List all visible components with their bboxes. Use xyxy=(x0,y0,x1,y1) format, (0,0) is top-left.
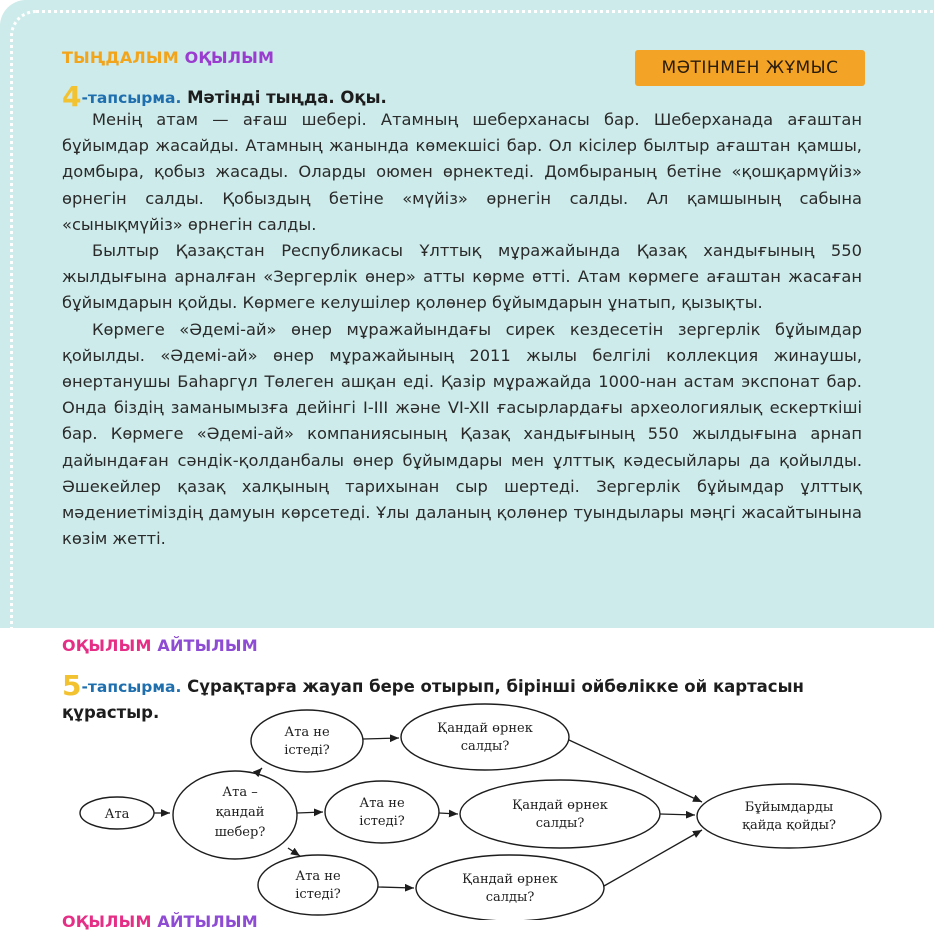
paragraph-3: Көрмеге «Әдемі-ай» өнер мұражайындағы сирек кездесетін зергерлік бұйымдар қойылды. «Әдемі-ай» өнер мұражайының 2011 жылы белгілі коллекция жинаушы, өнертанушы Баһаргүл Төлеген ашқан еді. Қазір мұражайда 1000-нан астам экспонат бар. Онда біздің заманымызға дейінгі I-III және VI-XII ғасырлардағы археологиялық ескерткіші бар. Көрмеге «Әдемі-ай» компаниясының Қазақ хандығының 550 жылдығына арнап дайындаған сәндік-қолданбалы өнер бұйымдары мен ұлттық кәдесыйлары да қойылды. Әшекейлер қазақ халқының тарихынан сыр шертеді. Зергерлік бұйымдар ұлттық мәдениетіміздің дамуын көрсетеді. Ұлы даланың қолөнер туындылары мәңгі жасайтынына көзім жетті. xyxy=(62,319,862,549)
label-center-1: Ата – xyxy=(222,785,258,800)
label-top-question-1: Ата не xyxy=(284,725,330,740)
node-final xyxy=(697,784,881,848)
task-5-word: -тапсырма. xyxy=(81,678,182,696)
heading-reading: ОҚЫЛЫМ xyxy=(184,48,275,67)
node-mid-question xyxy=(325,781,439,843)
mind-map-diagram xyxy=(0,690,934,920)
edge-bot-question-pattern xyxy=(378,887,414,888)
node-bot-question xyxy=(258,855,378,915)
label-mid-question-1: Ата не xyxy=(359,796,405,811)
heading-listening: ТЫҢДАЛЫМ xyxy=(62,48,179,67)
text-work-badge: МӘТІНМЕН ЖҰМЫС xyxy=(635,50,865,86)
label-bot-pattern-1: Қандай өрнек xyxy=(462,872,558,887)
node-bot-pattern xyxy=(416,855,604,920)
label-top-question-2: істеді? xyxy=(284,743,330,758)
edge-center-bot xyxy=(288,848,300,856)
task-5-number: 5 xyxy=(62,669,82,702)
reading-text xyxy=(62,107,862,552)
edge-top-question-pattern xyxy=(363,738,399,739)
label-bot-question-1: Ата не xyxy=(295,869,341,884)
section-heading-reading-speaking xyxy=(62,636,258,655)
paragraph-2: Былтыр Қазақстан Республикасы Ұлттық мұражайында Қазақ хандығының 550 жылдығына арналған «Зергерлік өнер» атты көрме өтті. Атам көрмеге ағаштан жасаған бұйымдарын қойды. Көрмеге келушілер қолөнер бұйымдарын ұнатып, қызықты. xyxy=(62,241,862,313)
heading-reading-3: ОҚЫЛЫМ xyxy=(62,912,152,931)
label-final-2: қайда қойды? xyxy=(742,818,836,833)
edge-mid-question-pattern xyxy=(439,813,458,814)
section-heading-listening-reading xyxy=(62,48,274,67)
heading-speaking-3: АЙТЫЛЫМ xyxy=(157,912,258,931)
label-mid-pattern-1: Қандай өрнек xyxy=(512,798,608,813)
task-5-instruction: Сұрақтарға жауап бере отырып, бірінші ойбөлікке ой картасын құрастыр. xyxy=(62,677,804,722)
label-ata: Ата xyxy=(104,807,130,822)
label-mid-question-2: істеді? xyxy=(359,814,405,829)
label-center-2: қандай xyxy=(215,805,265,820)
edge-center-top xyxy=(258,768,262,772)
node-top-pattern xyxy=(401,704,569,770)
label-top-pattern-1: Қандай өрнек xyxy=(437,721,533,736)
node-mid-pattern xyxy=(460,780,660,848)
edge-center-mid xyxy=(297,812,323,813)
label-bot-pattern-2: салды? xyxy=(485,890,535,905)
heading-speaking-2: АЙТЫЛЫМ xyxy=(157,636,258,655)
label-final-1: Бұйымдарды xyxy=(744,800,834,815)
label-mid-pattern-2: салды? xyxy=(535,816,585,831)
label-center-3: шебер? xyxy=(214,825,266,840)
heading-reading-2: ОҚЫЛЫМ xyxy=(62,636,152,655)
task-4-instruction: Мәтінді тыңда. Оқы. xyxy=(187,88,387,107)
paragraph-1: Менің атам — ағаш шебері. Атамның шеберханасы бар. Шеберханада ағаштан бұйымдар жасайды. Атамның жанында көмекшісі бар. Ол кісілер былтыр ағаштан қамшы, домбыра, қобыз жасады. Оларды оюмен өрнектеді. Домбыраның бетіне «қошқармүйіз» өрнегін салды. Қобыздың бетіне «мүйіз» өрнегін салды. Ал қамшының сабына «сынықмүйіз» өрнегін салды. xyxy=(62,110,862,234)
label-bot-question-2: істеді? xyxy=(295,887,341,902)
section-heading-reading-speaking-bottom xyxy=(62,912,258,931)
task-4-word: -тапсырма. xyxy=(81,89,182,107)
task-4-number: 4 xyxy=(62,80,82,113)
edge-mid-pattern-final xyxy=(660,814,695,815)
node-top-question xyxy=(251,710,363,772)
label-top-pattern-2: салды? xyxy=(460,739,510,754)
